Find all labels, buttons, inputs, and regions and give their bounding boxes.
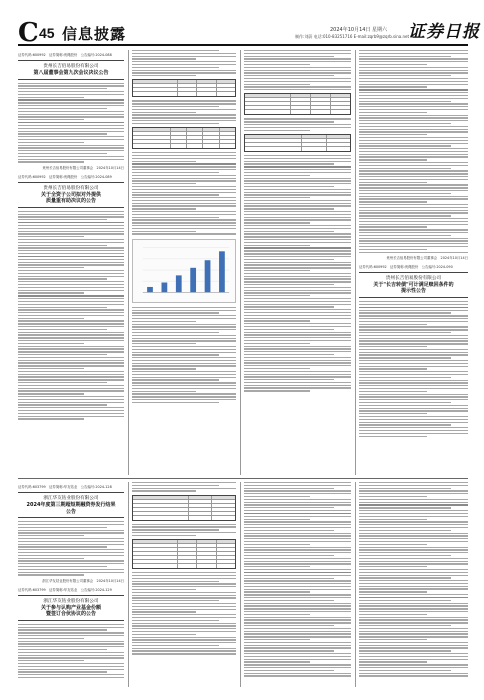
announcement-company: 贵州长吉佰易股份有限公司 — [43, 185, 99, 191]
chart-bar — [219, 251, 225, 292]
chart-bar — [190, 268, 196, 293]
column-divider — [355, 482, 356, 687]
announcement-title: 第八届董事会第九次会议决议公告 — [33, 70, 109, 76]
data-table — [244, 134, 351, 152]
announcement-title: 关于参与认购产业基金份额 — [40, 604, 101, 611]
chart-bar — [147, 287, 153, 292]
column-divider — [240, 482, 241, 687]
article-text — [244, 155, 351, 392]
section-divider — [18, 478, 468, 479]
article-text — [18, 83, 124, 163]
announcement-title: 质量重有助决议的公告 — [45, 198, 96, 205]
announcement-title: 提示性公告 — [400, 288, 426, 295]
data-table — [132, 79, 236, 97]
article-text — [244, 118, 351, 130]
announcement-company: 浙江华友钴业股份有限公司 — [43, 598, 99, 604]
stock-code-line: 证券代码:603799 证券简称:华友钴业 公告编号:2024-128 — [18, 485, 112, 489]
column-divider — [240, 50, 241, 475]
data-table — [244, 93, 351, 115]
data-table — [132, 495, 236, 521]
signature-line: 浙江华友钴业股份有限公司董事会 2024年10月14日 — [42, 578, 124, 583]
chart-bar — [162, 282, 168, 292]
data-table — [132, 127, 236, 149]
article-text — [132, 50, 236, 76]
masthead — [0, 0, 484, 46]
bar-chart — [132, 239, 236, 303]
announcement-title: 2024年度第三期超短期融资券发行结果 — [26, 502, 116, 508]
column-1 — [18, 50, 124, 475]
bottom-column-3 — [244, 482, 351, 687]
page-letter: C — [18, 18, 39, 48]
newspaper-logo: 证券日报 — [408, 22, 480, 42]
announcement-company: 浙江华友钴业股份有限公司 — [43, 496, 99, 501]
article-text — [132, 100, 236, 124]
announcement-title: 关于全资子公司拟对外提供 — [40, 191, 101, 198]
column-4 — [359, 50, 468, 475]
column-divider — [355, 50, 356, 475]
chart-bar — [176, 275, 182, 292]
announcement-company: 贵州长吉佰易股份有限公司 — [43, 64, 99, 69]
column-3 — [244, 50, 351, 475]
article-text — [359, 50, 468, 253]
article-text — [244, 482, 351, 677]
article-text — [132, 482, 236, 492]
article-text — [132, 524, 236, 536]
stock-code-line: 证券代码:603799 证券简称:华友钴业 公告编号:2024-129 — [18, 587, 112, 592]
page-number: 45 — [39, 25, 55, 41]
column-divider — [128, 482, 129, 687]
announcement-header — [359, 272, 468, 298]
announcement-header — [18, 595, 124, 621]
contact-info: 制作:刘蔚 电话:010-83251716 E-mail:zqrb9@zqrb.sina.net — [295, 34, 410, 39]
announcement-header — [18, 60, 124, 80]
masthead-rule — [18, 44, 468, 46]
announcement-title: 关于"长吉转债"可计满足赎回条件的 — [373, 281, 454, 288]
chart-bar — [205, 260, 211, 292]
article-text — [132, 307, 236, 403]
article-text — [132, 152, 236, 235]
stock-code-line: 证券代码:600992 证券简称:贵绳股份 公告编号:2024-090 — [359, 264, 453, 269]
announcement-company: 贵州长吉佰易股份有限公司 — [385, 275, 442, 281]
bar-chart-plot — [133, 240, 235, 302]
column-divider — [128, 50, 129, 475]
article-text — [132, 572, 236, 654]
column-2 — [132, 50, 236, 475]
announcement-title: 暨签订合伙协议的公告 — [45, 611, 96, 618]
article-text — [244, 50, 351, 90]
stock-code-line: 证券代码:600992 证券简称:贵绳股份 公告编号:2024-089 — [18, 174, 112, 179]
article-text — [359, 301, 468, 437]
announcement-header — [18, 492, 124, 518]
bottom-column-1 — [18, 482, 124, 687]
bottom-column-4 — [359, 482, 468, 687]
issue-date: 2024年10月14日 星期六 — [330, 27, 388, 33]
signature-line: 贵州长吉佰易股份有限公司董事会 2024年10月14日 — [386, 255, 468, 260]
bottom-column-2 — [132, 482, 236, 687]
signature-line: 贵州长吉佰易股份有限公司董事会 2024年10月14日 — [42, 165, 124, 170]
data-table — [132, 539, 236, 569]
article-text — [359, 482, 468, 677]
article-text — [18, 521, 124, 575]
announcement-title: 公告 — [65, 508, 76, 515]
stock-code-line: 证券代码:600992 证券简称:贵绳股份 公告编号:2024-088 — [18, 53, 112, 57]
article-text — [18, 211, 124, 420]
section-title: 信息披露 — [62, 25, 127, 43]
announcement-header — [18, 182, 124, 208]
article-text — [18, 624, 124, 678]
